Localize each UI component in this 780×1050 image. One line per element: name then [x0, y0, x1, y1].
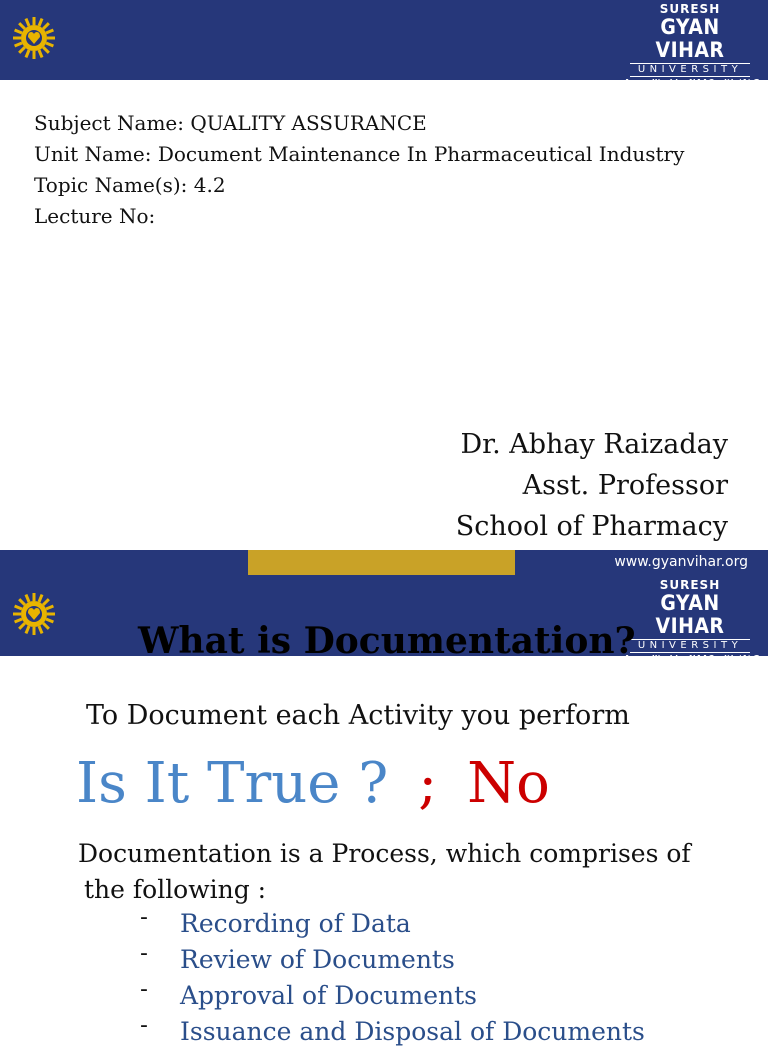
logo-line1: SURESH	[659, 2, 721, 16]
process-list	[140, 906, 645, 1050]
list-item	[140, 942, 645, 978]
description-line2: the following :	[84, 875, 267, 904]
list-item-label: Review of Documents	[180, 945, 455, 974]
list-item-label: Issuance and Disposal of Documents	[180, 1017, 645, 1046]
logo-accreditation: Accredited by NAAC with 'A' Grade	[624, 78, 780, 87]
header-banner	[0, 0, 780, 87]
logo-line3: UNIVERSITY	[630, 639, 750, 653]
unit-name: Unit Name: Document Maintenance In Pharmaceutical Industry	[34, 142, 685, 166]
lecture-info	[34, 108, 684, 232]
slide-title: What is Documentation?	[138, 620, 636, 662]
bullet-marker: -	[140, 941, 148, 966]
description	[78, 836, 691, 908]
university-logo	[624, 578, 780, 665]
logo-line3: UNIVERSITY	[630, 63, 750, 77]
logo-line2: GYAN VIHAR	[655, 591, 725, 638]
list-item	[140, 906, 645, 942]
question-line	[76, 748, 550, 820]
answer-text: No	[467, 751, 550, 816]
bullet-marker: -	[140, 905, 148, 930]
logo-line1: SURESH	[659, 578, 721, 592]
logo-accreditation: Accredited by NAAC with 'A' Grade	[624, 654, 780, 663]
author-name: Dr. Abhay Raizaday	[460, 429, 728, 460]
bullet-marker: -	[140, 977, 148, 1002]
gold-accent-bar	[248, 550, 515, 575]
logo-line2: GYAN VIHAR	[655, 15, 725, 62]
bullet-marker: -	[140, 1013, 148, 1038]
topic-name: Topic Name(s): 4.2	[34, 173, 226, 197]
lecture-number: Lecture No:	[34, 204, 156, 228]
list-item	[140, 978, 645, 1014]
description-line1: Documentation is a Process, which comprises of	[78, 839, 691, 868]
university-emblem-icon	[12, 16, 56, 60]
university-logo	[624, 2, 780, 89]
question-separator: ;	[418, 751, 438, 816]
question-text: Is It True ?	[76, 751, 389, 816]
author-block	[456, 424, 728, 547]
website-link[interactable]: www.gyanvihar.org	[614, 554, 748, 570]
author-department: School of Pharmacy	[455, 511, 728, 542]
list-item-label: Approval of Documents	[180, 981, 477, 1010]
list-item	[140, 1014, 645, 1050]
university-emblem-icon	[12, 592, 56, 636]
statement-text: To Document each Activity you perform	[86, 700, 630, 731]
author-title: Asst. Professor	[522, 470, 728, 501]
subject-name: Subject Name: QUALITY ASSURANCE	[34, 111, 427, 135]
list-item-label: Recording of Data	[180, 909, 411, 938]
